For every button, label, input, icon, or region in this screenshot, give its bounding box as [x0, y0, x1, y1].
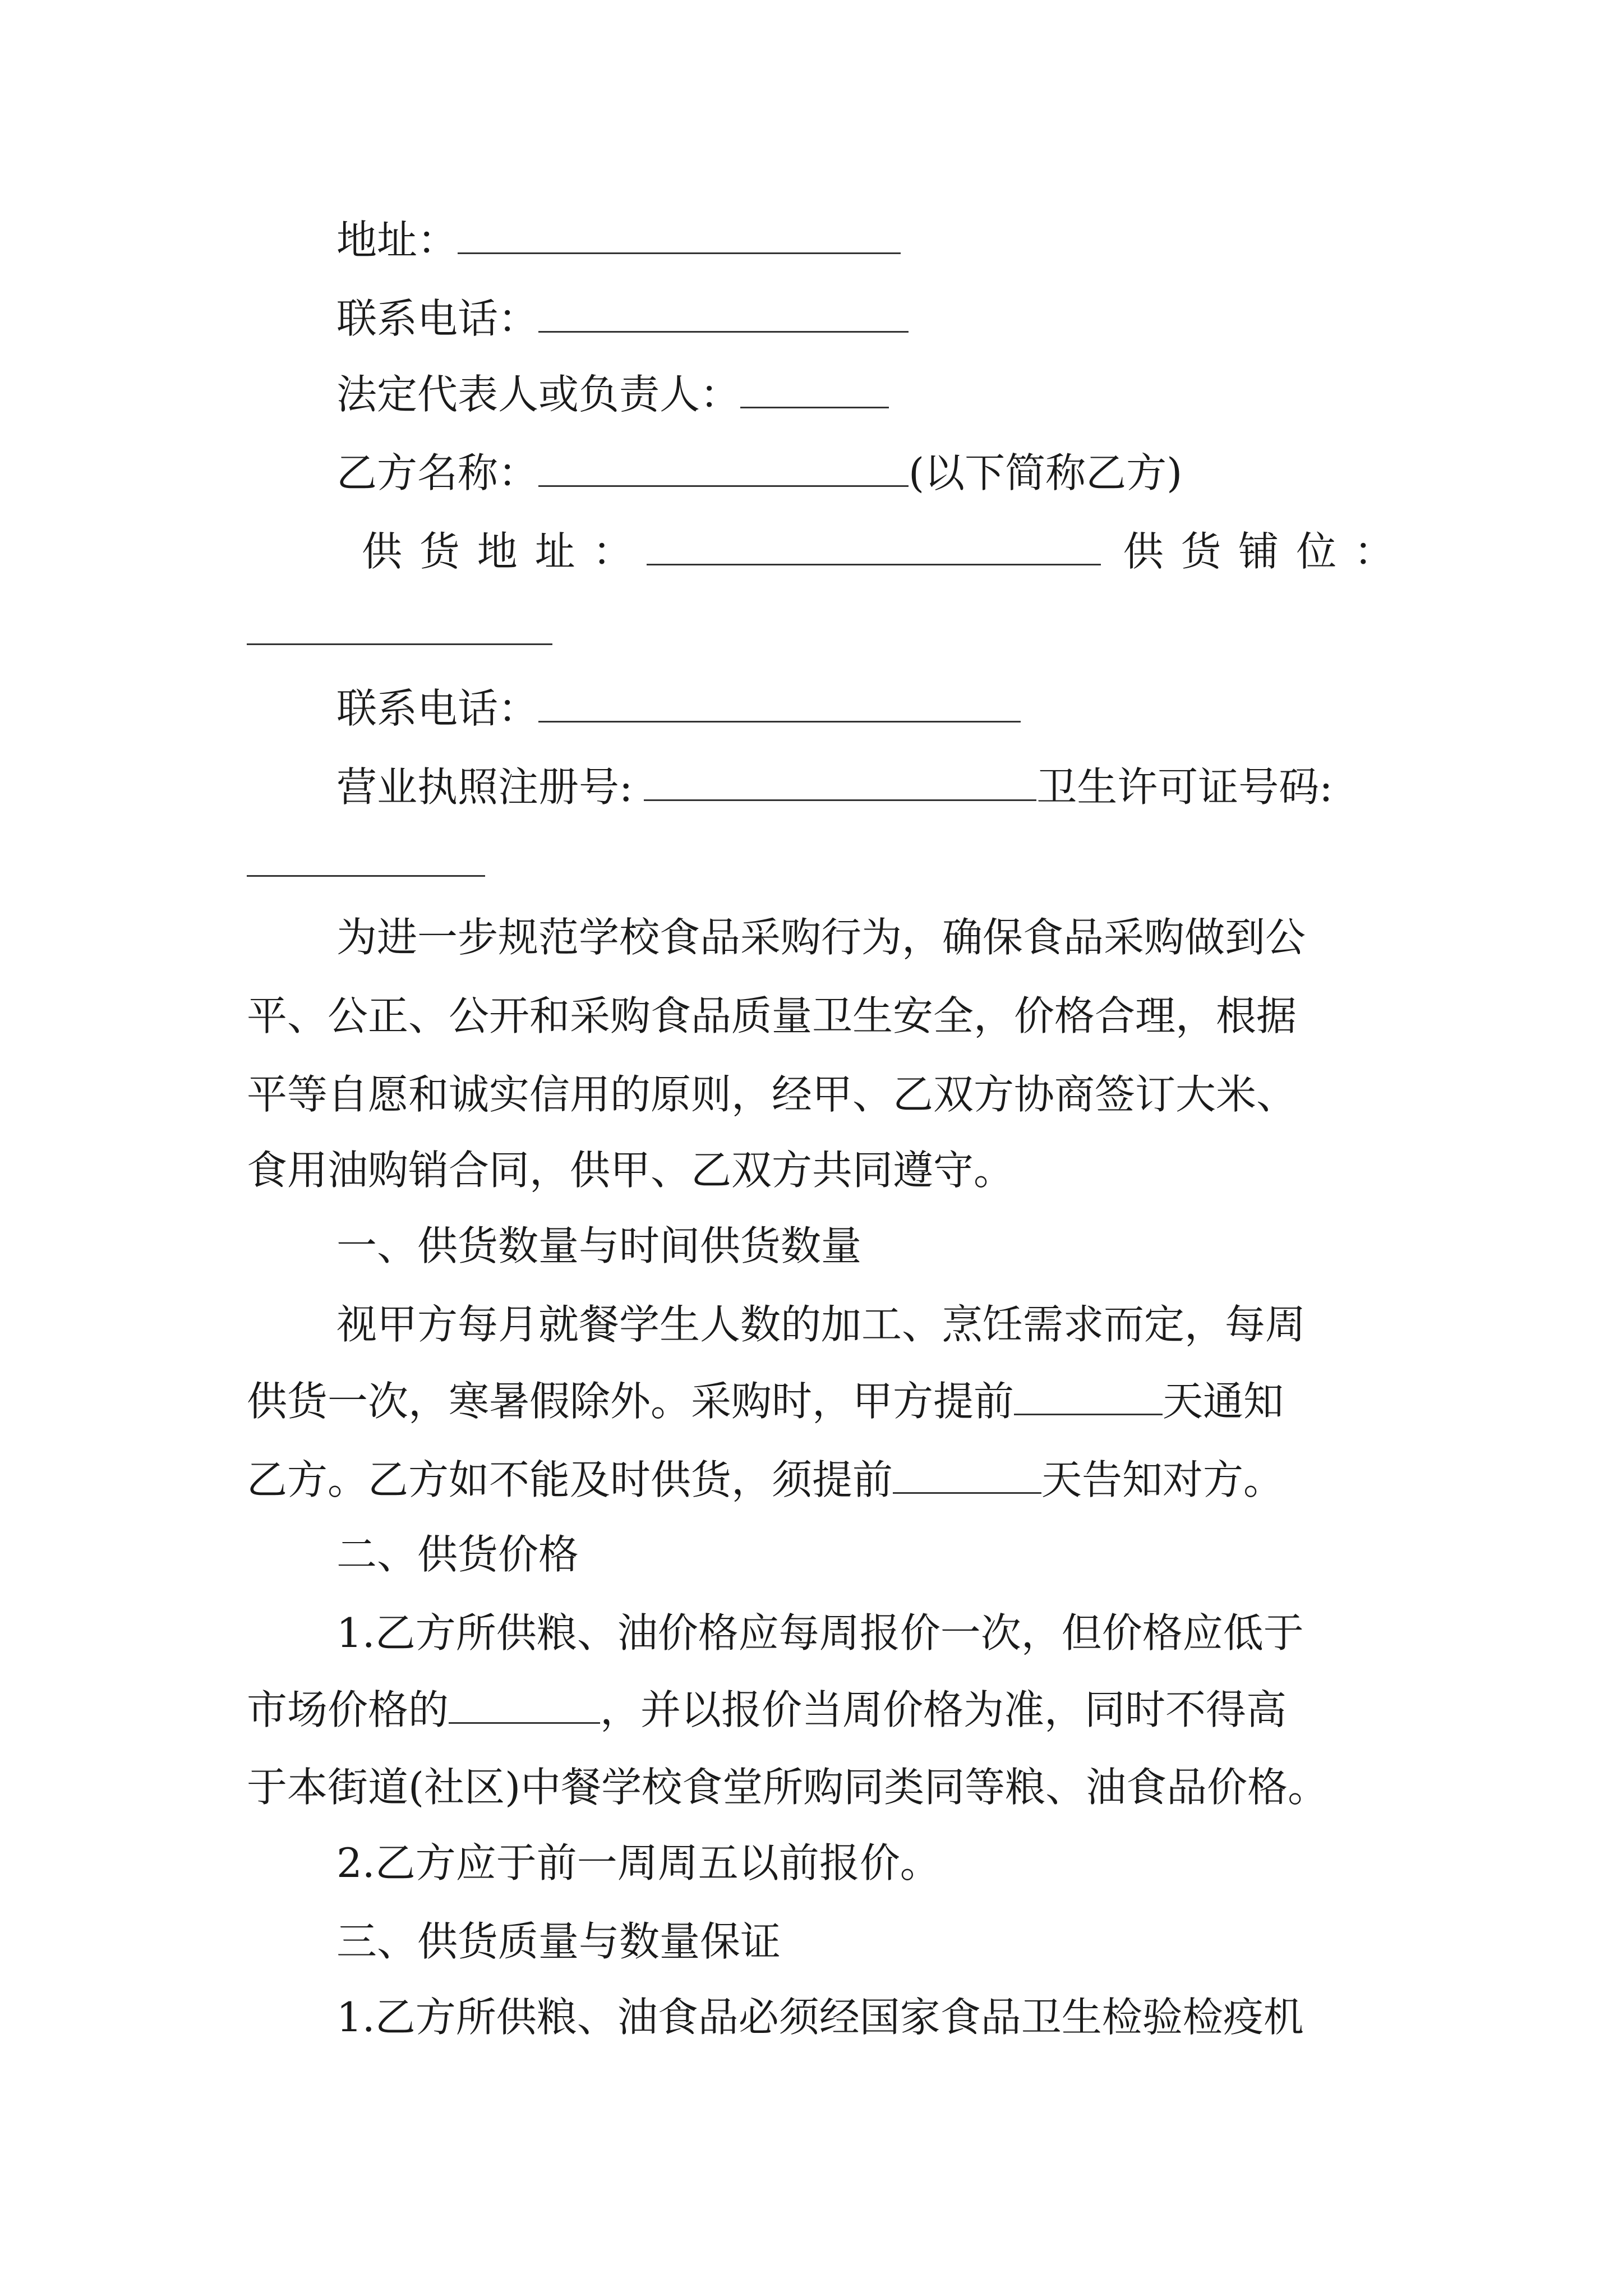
section1-line-2-b: 天通知	[1163, 1378, 1284, 1425]
legal-rep-blank[interactable]	[740, 373, 889, 408]
address-field	[336, 217, 901, 264]
notify-days-blank[interactable]	[1014, 1380, 1163, 1415]
section2-item1-line-2-b: ，并以报价当周价格为准，同时不得高	[600, 1686, 1287, 1733]
license-reg-label: 营业执照注册号:	[336, 763, 633, 811]
supply-address-field	[362, 528, 1397, 575]
party-b-phone-blank[interactable]	[538, 687, 1021, 723]
license-reg-blank[interactable]	[644, 766, 1036, 801]
section1-line-3	[247, 1456, 1284, 1503]
section1-line-3-b: 天告知对方。	[1041, 1456, 1284, 1503]
intro-line-3: 平等自愿和诚实信用的原则，经甲、乙双方协商签订大米、	[247, 1071, 1297, 1118]
intro-line-1: 为进一步规范学校食品采购行为，确保食品采购做到公	[336, 914, 1306, 961]
section2-item1-line-2	[247, 1686, 1287, 1733]
health-permit-blank[interactable]	[247, 875, 485, 877]
section3-item1-line-1: 1.乙方所供粮、油食品必须经国家食品卫生检验检疫机	[336, 1994, 1304, 2041]
supply-stall-blank[interactable]	[247, 643, 552, 645]
phone-label: 联系电话：	[336, 295, 539, 342]
party-b-name-blank[interactable]	[538, 452, 909, 487]
section2-item2: 2.乙方应于前一周周五以前报价。	[336, 1839, 940, 1887]
legal-rep-field	[336, 371, 889, 418]
supply-address-label: 供 货 地 址 ：	[362, 528, 635, 575]
intro-line-2: 平、公正、公开和采购食品质量卫生安全，价格合理，根据	[247, 992, 1297, 1039]
legal-rep-label: 法定代表人或负责人：	[336, 371, 741, 418]
address-blank[interactable]	[458, 219, 901, 254]
supply-address-blank[interactable]	[647, 530, 1101, 565]
address-label: 地址：	[336, 217, 458, 264]
section1-line-2-a: 供货一次，寒暑假除外。采购时，甲方提前	[247, 1378, 1015, 1425]
party-b-phone-field	[336, 685, 1021, 732]
section3-title: 三、供货质量与数量保证	[336, 1918, 781, 1965]
party-b-name-field	[336, 449, 1183, 496]
section1-title: 一、供货数量与时间供货数量	[336, 1222, 862, 1269]
section1-line-3-a: 乙方。乙方如不能及时供货，须提前	[247, 1456, 893, 1503]
market-price-percent-blank[interactable]	[449, 1688, 600, 1724]
health-permit-label: 卫生许可证号码:	[1036, 763, 1333, 811]
license-field	[336, 763, 1333, 811]
section1-line-1: 视甲方每月就餐学生人数的加工、烹饪需求而定，每周	[336, 1301, 1306, 1348]
section1-line-2	[247, 1378, 1284, 1425]
supply-stall-label: 供 货 铺 位 ：	[1123, 528, 1397, 575]
section2-item1-line-1: 1.乙方所供粮、油价格应每周报价一次，但价格应低于	[336, 1609, 1304, 1657]
party-b-phone-label: 联系电话：	[336, 685, 539, 732]
phone-blank[interactable]	[538, 297, 909, 333]
phone-field	[336, 295, 909, 342]
advance-days-blank[interactable]	[893, 1458, 1041, 1494]
section2-title: 二、供货价格	[336, 1531, 579, 1578]
party-b-name-suffix: (以下简称乙方)	[909, 449, 1183, 496]
intro-line-4: 食用油购销合同，供甲、乙双方共同遵守。	[247, 1147, 1015, 1194]
section2-item1-line-2-a: 市场价格的	[247, 1686, 449, 1733]
section2-item1-line-3: 于本街道(社区)中餐学校食堂所购同类同等粮、油食品价格。	[247, 1764, 1329, 1811]
party-b-name-label: 乙方名称：	[336, 449, 539, 496]
